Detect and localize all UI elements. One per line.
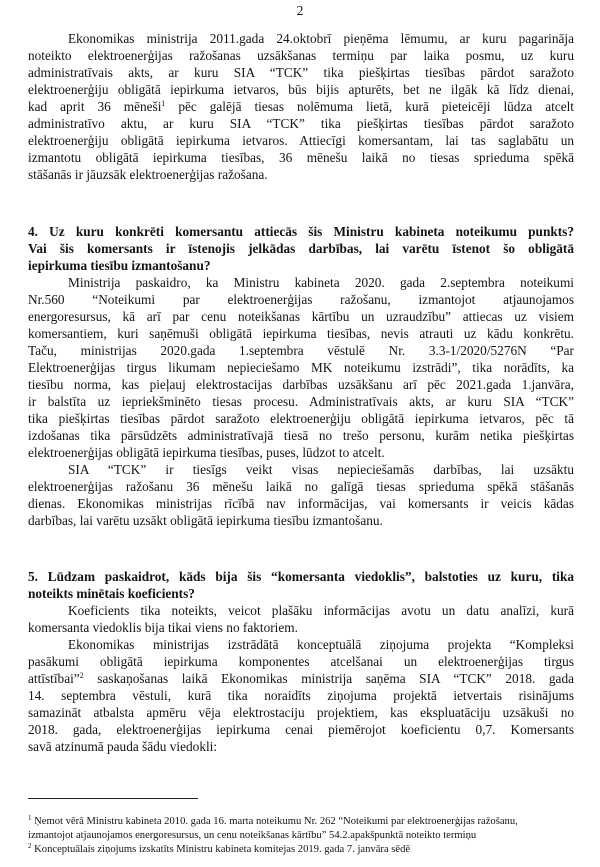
answer-paragraph xyxy=(28,461,574,529)
intro-paragraph xyxy=(28,30,574,183)
question-5-heading xyxy=(28,568,574,602)
text-line: komersanta viedoklis bija tikai viens no faktoriem. xyxy=(28,620,298,635)
text-line: izmantojot atjaunojamos energoresursus, un cenu noteikšanas kārtību” 54.2.apakšpunktā noteikto termiņu xyxy=(28,830,477,841)
text-line: pasākumi obligātā iepirkuma komponentes atcelšanai un elektroenerģijas tirgus xyxy=(28,654,574,669)
text-segment: saskaņošanas laikā Ekonomikas ministrija saņēma SIA “TCK” 2018. gada xyxy=(83,671,574,686)
footnote-reference: 2 xyxy=(28,842,32,850)
text-line: stāšanās ir jāuzsāk elektroenerģijas ražošana. xyxy=(28,167,268,182)
footnote-reference: 2 xyxy=(79,671,84,680)
text-line: izdošanas tika pārsūdzēts administratīvajā tiesā no trešo personu, kurām netika piešķirtas xyxy=(28,428,574,443)
answer-paragraph xyxy=(28,636,574,755)
question-4-answer xyxy=(28,274,574,529)
text-line: Koeficients tika noteikts, veicot plašāku informācijas avotu un datu analīzi, kurā xyxy=(68,603,574,618)
text-line: Elektroenerģijas tirgus likumam nepieciešamo MK noteikumu izstrādi”, tika norādīts, ka xyxy=(28,360,574,375)
text-line: Nr.560 “Noteikumi par elektroenerģijas ražošanu, izmantojot atjaunojamos xyxy=(28,292,574,307)
text-segment: kad aprit 36 mēneši xyxy=(28,99,162,114)
question-4-heading xyxy=(28,223,574,274)
text-line: tika piešķirtas tiesības pārdot saražoto elektroenerģiju obligātā iepirkuma ietvaros, pēc tā xyxy=(28,411,574,426)
text-line: Taču, ministrijas 2020.gada 1.septembra vēstulē Nr. 3.3-1/2020/5276N “Par xyxy=(28,343,574,358)
text-line: elektroenerģijas obligātā iepirkuma tiesības, puses, lūdzot to atcelt. xyxy=(28,445,385,460)
text-line: darbības, lai varētu uzsākt obligātā iepirkuma tiesību izmantošanu. xyxy=(28,513,383,528)
text-line: savā atzinumā pauda šādu viedokli: xyxy=(28,739,218,754)
text-line xyxy=(28,98,574,115)
text-line: administratīvo aktu, ar kuru SIA “TCK” tika piešķirtas tiesības pārdot saražoto xyxy=(28,116,574,131)
footnote-separator xyxy=(28,798,198,799)
text-line xyxy=(28,670,574,687)
text-segment: Konceptuālais ziņojums izskatīts Ministru kabineta komitejas 2019. gada 7. janvāra sēdē xyxy=(31,844,411,855)
text-line: iepirkuma tiesību izmantošanu? xyxy=(28,258,211,273)
footnote-reference: 1 xyxy=(28,814,32,822)
page-number: 2 xyxy=(296,3,304,18)
text-line: komersantiem, kuri saņēmuši obligātā iepirkuma tiesības, nevis atrauti uz kādu konkrētu. xyxy=(28,326,574,341)
text-line: 2018. gada, elektroenerģijas iepirkuma cenai piemērojot koeficientu 0,7. Komersants xyxy=(28,722,574,737)
text-line: 5. Lūdzam paskaidrot, kāds bija šis “komersanta viedoklis”, balstoties uz kuru, tika xyxy=(28,569,574,584)
text-line: izmantotu obligātā iepirkuma tiesības, 36 mēnešu laikā no tiesas sprieduma spēkā xyxy=(28,150,574,165)
text-line xyxy=(28,843,588,857)
text-line: samazināt atbalsta apmēru vēja elektrostaciju projektiem, kas ekspluatāciju uzsākuši no xyxy=(28,705,574,720)
text-line xyxy=(28,815,588,829)
text-line: ir balstīta uz iepriekšminēto tiesas procesu. Administratīvais akts, ar kuru SIA “TCK” xyxy=(28,394,574,409)
text-segment: Ņemot vērā Ministru kabineta 2010. gada 16. marta noteikumu Nr. 262 “Noteikumi par elektroenerģijas ražošanu, xyxy=(31,816,518,827)
text-line: elektroenerģiju obligātā iepirkuma ietvaros. Attiecīgi komersantam, lai tas saglabātu un xyxy=(28,133,574,148)
text-line: Vai šis komersants ir īstenojis jelkādas darbības, lai varētu īstenot šo obligātā xyxy=(28,241,574,256)
text-line: 14. septembra vēstuli, kurā tika noraidīts ziņojuma projektā ietvertais risinājums xyxy=(28,688,574,703)
text-line: noteikts minētais koeficients? xyxy=(28,586,195,601)
text-line: dienas. Ekonomikas ministrijas rīcībā nav informācijas, vai komersants ir veicis kādas xyxy=(28,496,574,511)
text-line: elektroenerģijas ražošanu 36 mēnešu laikā no galīgā tiesas sprieduma spēkā stāšanās xyxy=(28,479,574,494)
text-line: 4. Uz kuru konkrēti komersantu attiecās šis Ministru kabineta noteikumu punkts? xyxy=(28,224,574,239)
text-segment: attīstībai” xyxy=(28,671,80,686)
text-line: Ministrija paskaidro, ka Ministru kabineta 2020. gada 2.septembra noteikumi xyxy=(68,275,574,290)
answer-paragraph xyxy=(28,274,574,461)
text-line: SIA “TCK” ir tiesīgs veikt visas nepieciešamās darbības, lai uzsāktu xyxy=(68,462,574,477)
text-line: Ekonomikas ministrijas izstrādātā konceptuālā ziņojuma projekta “Kompleksi xyxy=(68,637,574,652)
answer-paragraph xyxy=(28,602,574,636)
text-line: energoresursus, kā arī par cenu noteikšanas kārtību un uzraudzību” attiecas uz visiem xyxy=(28,309,574,324)
text-segment: pēc galējā tiesas nolēmuma lietā, kurā pieteicēji lūdza atcelt xyxy=(165,99,574,114)
question-5-answer xyxy=(28,602,574,755)
footnotes xyxy=(28,815,588,857)
text-line: administratīvais akts, ar kuru SIA “TCK” tika piešķirtas tiesības pārdot saražoto xyxy=(28,65,574,80)
text-line: tiesību norma, kas pieļauj elektrostacijas darbības uzsākšanu arī pēc 2021.gada 1.janvāra, xyxy=(28,377,574,392)
footnote-reference: 1 xyxy=(161,99,166,108)
text-line: elektroenerģiju obligātā iepirkuma ietvaros, būs bijis apturēts, bet ne ilgāk kā līdz dienai, xyxy=(28,82,574,97)
text-line: noteikto elektroenerģijas ražošanas uzsākšanas termiņu par laika posmu, uz kuru xyxy=(28,48,574,63)
text-line: Ekonomikas ministrija 2011.gada 24.oktobrī pieņēma lēmumu, ar kuru pagarināja xyxy=(68,31,574,46)
